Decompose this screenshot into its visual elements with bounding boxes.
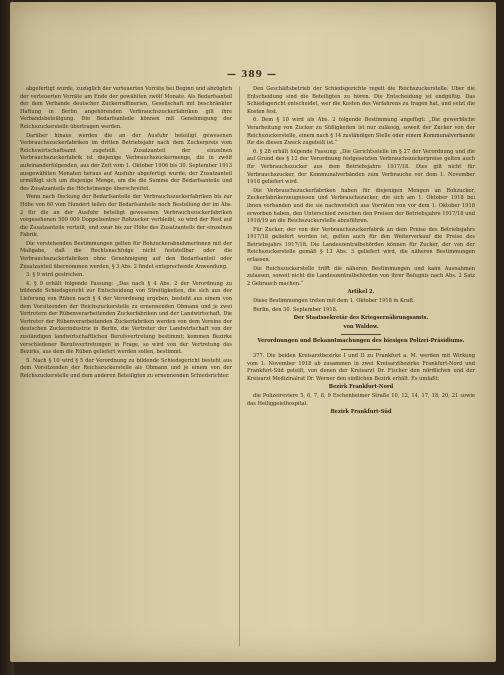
section-divider: [341, 334, 381, 335]
left-text-column: [20, 86, 232, 651]
section-heading: Verordnungen und Bekanntmachungen des hiesigen Polizei-Präsidiums.: [257, 338, 465, 345]
right-paragraph: Die Verbrauchszuckerfabriken haben für diejenigen Mengen an Rohzucker, Zuckerfabrikerzeugnissen und Verbrauchszucker, die sich am 1. Oktober 1918 bei ihnen vorhanden und die sie nachweislich aus Vorräten von vor dem 1. Oktober 1918 erworben haben, den Unterschied zwischen den Preisen der Betriebsjahre 1917/18 und 1918/19 an die Reichszuckerstelle abzuführen.: [247, 187, 475, 225]
place-date: Berlin, den 30. September 1918.: [253, 306, 338, 313]
authority-line: Der Staatssekretär des Kriegsernährungsamts.: [293, 315, 429, 322]
right-paragraph: Für Zucker, der von der Verbrauchszuckerfabrik an dem Preise des Betriebsjahrs 1917/18 geliefert worden ist, gelten auch für den Weiterverkauf die Preise des Betriebsjahrs 1917/18. Die Landeszentralbehörden können für Zucker, der von der Reichszuckerstelle gemäß § 13 Abs. 3 geliefert wird, die näheren Bestimmungen erlassen.: [247, 226, 475, 264]
district-south-heading: Bezirk Frankfurt-Süd: [330, 409, 392, 416]
district-north-text: die Polizeireviere 5, 6, 7, 8, 9 Eschenheimer Straße 10, 12, 14, 17, 18, 20, 21 sowie das Heiliggeisthospital.: [247, 392, 475, 407]
signatory: von Waldow.: [343, 323, 379, 330]
column-divider: [239, 86, 240, 646]
article-heading: Artikel 2.: [347, 289, 375, 296]
article-text: Diese Bestimmungen treten mit dem 1. Oktober 1918 in Kraft.: [253, 298, 415, 305]
left-paragraph: Wenn nach Deckung der Bedarfsanteile der Verbrauchszuckerfabriken bis zur Höhe von 60 vom Hundert teilen der Bedarfsanteile noch Bestellung der im Abs. 2 für die an der Ausfuhr beteiligt gewesenen Verbrauchszuckerfabriken vorgesehenen 500 000 Doppelzentner Rohzucker verbleibt, so wird der Rest auf die Zusatzanteile verteilt, und zwar bis zur Höhe des Zusatzanteils der einzelnen Fabrik.: [20, 194, 232, 239]
left-paragraph: Die vorstehenden Bestimmungen gelten für Rohzuckerabnehmerinnen mit der Maßgabe, daß die Rechtsnachfolge nicht feststellbar oder die Verbrauchszuckerfabriken ohne Genehmigung auf den Bedarfsanteil oder Zusatzanteil übernommen werden, § 3 Abs. 2 findet entsprechende Anwendung.: [20, 240, 232, 270]
right-paragraph: Die Reichszuckerstelle trifft die näheren Bestimmungen und kann Ausnahmen zulassen, soweit nicht die Landeszentralbehörden von ihrer Befugnis nach Abs. 2 Satz 2 Gebrauch machen.“: [247, 265, 475, 287]
district-north-heading: Bezirk Frankfurt-Nord: [328, 384, 394, 391]
left-paragraph: 3. § 9 wird gestrichen.: [26, 272, 84, 279]
notice-paragraph: 377. Die beiden Kreisarztbezirke I und II zu Frankfurt a. M. werden mit Wirkung vom 1. November 1918 ab zusammen in zwei Kreisarztbezirke Frankfurt-Nord und Frankfurt-Süd geteilt, von denen der Kreisarzt Dr. Fischer den nördlichen und der Kreisarzt Medizinalrat Dr. Werner den südlichen Bezirk erhält. Es umfaßt:: [247, 353, 475, 382]
left-paragraph: abgefertigt wurde, zuzüglich der verteuerten Vorräte bei Beginn und abzüglich der verteuerten Vorräte am Ende der gewählten zwölf Monate. Als Bedarfsanteil der dem Verbande deutscher Zuckerraffinerien, Gesellschaft mit beschränkter Haftung in Berlin angehörenden Verbrauchszuckerfabriken gilt ihre Verbandsbeteiligung. Die Bedarfsanteile können mit Genehmigung der Reichszuckerstelle übertragen werden.: [20, 86, 232, 130]
page-number-header: — 389 —: [226, 70, 278, 80]
left-paragraph: 4. § 9 erhält folgende Fassung: „Das nach § 4 Abs. 2 der Verordnung zu bildende Schiedsgericht zur Entscheidung von Streitigkeiten, die sich aus der Lieferung von Rüben nach § 4 der Verordnung ergeben, besteht aus einem von dem Vorsitzenden der Reichszuckerstelle zu ernennenden Obmann und je zwei Vertretern der Rübenverarbeitenden Zuckerfabriken und der Landwirtschaft. Die Vertreter der Rübenverarbeitenden Zuckerfabriken werden von dem Vereine der deutschen Zuckerindustrie in Berlin, die Vertreter der Landwirtschaft von der zuständigen landwirtschaftlichen Berufsvertretung bestimmt; kommen Bezirke verschiedener Berufsvertretungen in Frage, so wird von der Vertretung des Bezirks, aus dem die Rüben geliefert werden sollen, bestimmt.: [20, 280, 232, 356]
right-paragraph: 6. § 28 erhält folgende Fassung: „Die Gerichtsstelle im § 27 der Verordnung und die auf Grund des § 12 der Verordnung festgesetzten Verbrauchszuckerpreise gelten auch für Verbrauchszucker aus dem Betriebsjahre 1917/18. Dies gilt nicht für Verbrauchszucker, der Kommunalverbänden zum Verbrauche vor dem 1. November 1918 geliefert wird.: [247, 148, 475, 186]
right-paragraph: 6. Dem § 10 wird als Abs. 2 folgende Bestimmung angefügt: „Die gewerbliche Verarbeitung von Zucker zu Süßigkeiten ist nur zulässig, soweit der Zucker von der Reichszuckerstelle, einem nach § 14 zuständigen Stelle oder einem Kommunalverbande für die diesen Zweck zugeteilt ist.“: [247, 117, 475, 147]
left-paragraph: 5. Nach § 10 wird § 5 der Verordnung zu bildende Schiedsgericht besteht aus dem Vorsitzenden der Reichszuckerstelle als Obmann und je einem von der Reichszuckerstelle und dem anderen Beteiligten zu ernennenden Schiedsrichter.: [20, 357, 232, 379]
section-divider: [341, 349, 381, 350]
right-text-column: [247, 86, 475, 651]
left-paragraph: Darüber hinaus werden die an der Ausfuhr beteiligt gewesenen Verbrauchszuckerfabriken im dritten Betriebsjahr nach dem Zuckerpreis vom Reichswirtschaftsamt zugeteilt. Zusatzanteil der einzelnen Verbrauchszuckerfabrik ist diejenige Verbrauchszuckermenge, die in zwölf aufeinanderfolgenden, aus der Zeit vom 1. Oktober 1906 bis 30. September 1913 ausgewählten Monaten heraus auf Ausfuhr abgefertigt wurde; der Zusatzanteil ermäßigt sich um diejenige Menge, um die die Summe der Bedarfsanteile und des Zusatzanteils die Höchstmenge überschreitet.: [20, 132, 232, 192]
right-paragraph: Den Geschäftsbetrieb der Schiedsgerichte regelt die Reichszuckerstelle. Über die Entscheidung sind die Beteiligten zu hören. Die Entscheidung ist endgültig. Das Schiedsgericht entscheidet, wer die Kosten des Verfahrens zu tragen hat, und setzt die Kosten fest.: [247, 86, 475, 115]
